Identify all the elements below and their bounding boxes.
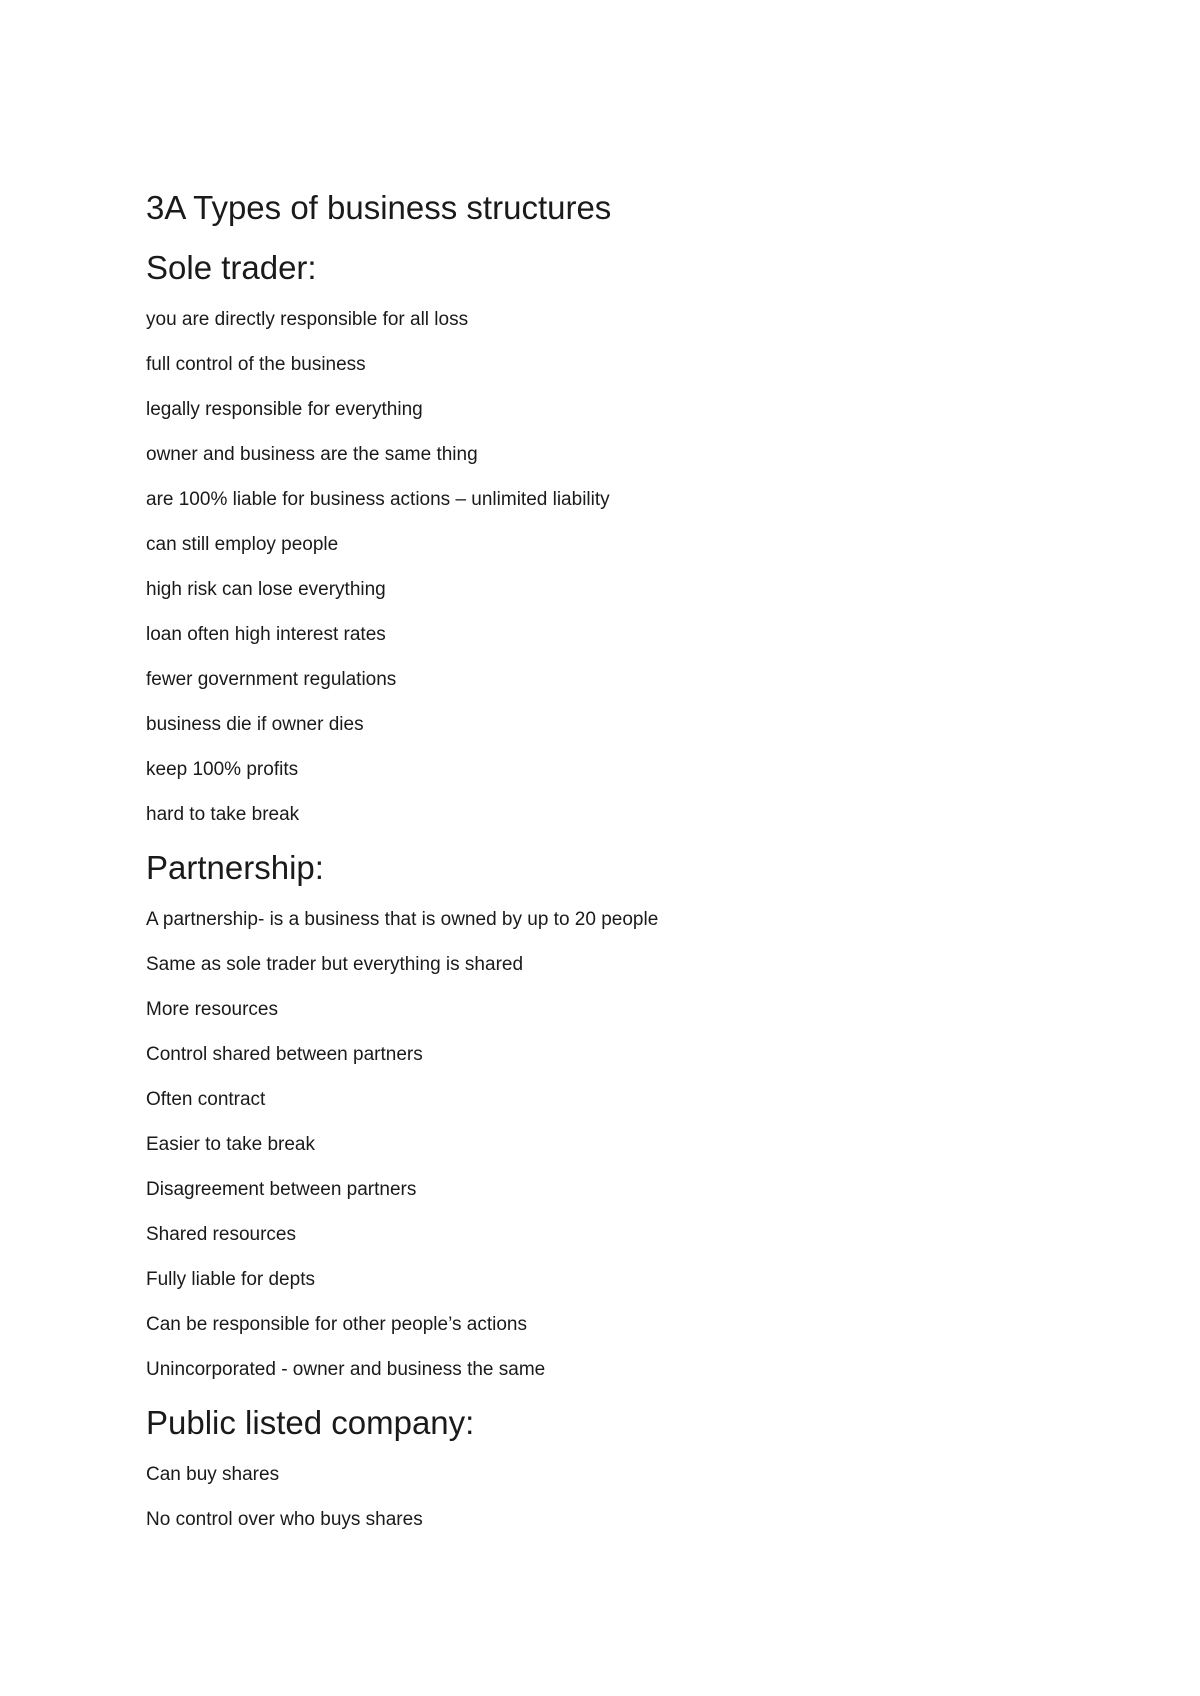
list-item: Shared resources [146,1224,296,1245]
list-item: you are directly responsible for all loss [146,309,469,330]
list-item: hard to take break [146,804,300,825]
list-item: high risk can lose everything [146,579,386,600]
list-item: Control shared between partners [146,1044,423,1065]
item-list [146,1463,1106,1532]
list-item: More resources [146,999,278,1020]
list-item: loan often high interest rates [146,624,386,645]
list-item: A partnership- is a business that is owned by up to 20 people [146,909,659,930]
list-item: keep 100% profits [146,759,299,780]
document-title: 3A Types of business structures [146,189,612,226]
section-heading: Partnership: [146,849,324,886]
section-heading: Sole trader: [146,249,317,286]
list-item: No control over who buys shares [146,1509,423,1530]
section-sole-trader [146,248,1106,827]
section-partnership [146,848,1106,1382]
list-item: Can buy shares [146,1464,280,1485]
list-item: Unincorporated - owner and business the same [146,1359,546,1380]
list-item: fewer government regulations [146,669,397,690]
item-list [146,908,1106,1382]
list-item: business die if owner dies [146,714,364,735]
list-item: Disagreement between partners [146,1179,417,1200]
list-item: owner and business are the same thing [146,444,478,465]
item-list [146,308,1106,827]
list-item: Fully liable for depts [146,1269,315,1290]
document-body [146,188,1106,1553]
list-item: Often contract [146,1089,266,1110]
list-item: Easier to take break [146,1134,315,1155]
section-public-listed-company [146,1403,1106,1532]
section-heading: Public listed company: [146,1404,475,1441]
list-item: are 100% liable for business actions – unlimited liability [146,489,610,510]
list-item: can still employ people [146,534,339,555]
list-item: full control of the business [146,354,366,375]
list-item: Same as sole trader but everything is shared [146,954,524,975]
list-item: legally responsible for everything [146,399,423,420]
list-item: Can be responsible for other people’s actions [146,1314,527,1335]
